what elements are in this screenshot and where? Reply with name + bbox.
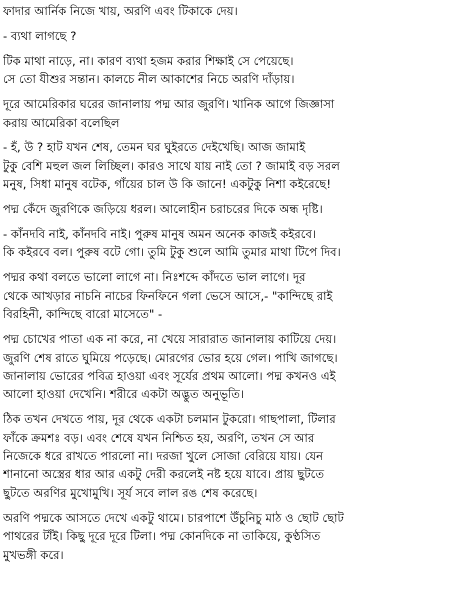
- text-line: - কাঁনদবি নাই, কাঁনদবি নাই। পুরুষ মানুষ অমন অনেক কাজই কইরবে।: [3, 227, 317, 242]
- text-line: পদ্ম কেঁদে জুরণিকে জড়িয়ে ধরল। আলোহীন চরাচরের দিকে অন্ধ দৃষ্টি।: [3, 202, 323, 217]
- text-line: নিজেকে ধরে রাখতে পারলো না। দরজা খুলে সোজা বেরিয়ে যায়। যেন: [3, 449, 324, 464]
- text-line: পদ্ম চোখের পাতা এক না করে, না খেয়ে সারারাত জানালায় কাটিয়ে দেয়।: [3, 332, 337, 347]
- paragraph-8: [3, 268, 453, 323]
- text-line: দূরে আমেরিকার ঘরের জানালায় পদ্ম আর জুরণি। খানিক আগে জিজ্ঞাসা: [3, 97, 335, 112]
- paragraph-11: [3, 509, 453, 564]
- text-line: পাথরের টাঁই। কিছু দূরে দূরে টিলা। পদ্ম কোনদিকে না তাকিয়ে, কুণ্ঠসিত: [3, 529, 321, 544]
- text-line: টুকু বেশি মহুল জল লিচ্ছিল। কারও সাথে যায় নাই তো ? জামাই বড় সরল: [3, 158, 340, 173]
- paragraph-1: [3, 2, 453, 20]
- paragraph-5: [3, 138, 453, 193]
- document-page: [3, 2, 453, 570]
- text-line: জুরণি শেষ রাতে ঘুমিয়ে পড়েছে। মোরগের ভোর হয়ে গেল। পাখি জাগছে।: [3, 350, 338, 365]
- paragraph-10: [3, 410, 453, 502]
- text-line: বিরহিনী, কান্দিছে বারো মাসেতে" -: [3, 307, 163, 322]
- text-line: টিক মাথা নাড়ে, না। কারণ ব্যথা হজম করার শিক্ষাই সে পেয়েছে।: [3, 53, 294, 68]
- text-line: মুখভঙ্গী করে।: [3, 547, 64, 562]
- paragraph-9: [3, 330, 453, 404]
- text-line: ছুটতে অরণির মুখোমুখি। সূর্য সবে লাল রঙ শেষ করেছে।: [3, 485, 258, 500]
- text-line: - হঁ, উ ? হাট যখন শেষ, তেমন ঘর ঘুইরতে দেইখেছি। আজ জামাই: [3, 140, 306, 155]
- paragraph-4: [3, 95, 453, 132]
- text-line: করায় আমেরিকা বলেছিল: [3, 115, 120, 130]
- text-line: মনুষ, সিধা মানুষ বটেক, গাঁয়ের চাল উ কি জানে! একটুকু নিশা কইরেছে!: [3, 177, 331, 192]
- paragraph-2: [3, 27, 453, 45]
- text-line: থেকে আখড়ার নাচনি নাচের ফিনফিনে গলা ভেসে আসে,- "কান্দিছে রাই: [3, 288, 333, 303]
- text-line: ঠিক তখন দেখতে পায়, দূর থেকে একটা চলমান টুকরো। গাছপালা, টিলার: [3, 412, 336, 427]
- text-line: অরণি পদ্মকে আসতে দেখে একটু থামে। চারপাশে উঁচুনিচু মাঠ ও ছোট ছোট: [3, 510, 344, 525]
- text-line: কি কইরবে বল। পুরুষ বটে গো। তুমি টুকু শুলে আমি তুমার মাথা টিপে দিব।: [3, 245, 341, 260]
- text-line: - ব্যথা লাগছে ?: [3, 28, 77, 43]
- paragraph-3: [3, 52, 453, 89]
- text-line: শানানো অস্ত্রের ধার আর একটু দেরী করলেই নষ্ট হয়ে যাবে। প্রায় ছুটতে: [3, 467, 325, 482]
- text-line: সে তো যীশুর সন্তান। কালচে নীল আকাশের নিচে অরণি দাঁড়ায়।: [3, 72, 295, 87]
- paragraph-7: [3, 225, 453, 262]
- text-line: জানালায় ভোরের পবিত্র হাওয়া এবং সূর্যের প্রথম আলো। পদ্ম কখনও এই: [3, 368, 336, 383]
- text-line: ফাঁকে ক্রমশঃ বড়। এবং শেষে যখন নিশ্চিত হয়, অরণি, তখন সে আর: [3, 430, 315, 445]
- paragraph-6: [3, 200, 453, 218]
- text-line: পদ্মর কথা বলতে ভালো লাগে না। নিঃশব্দে কাঁদতে ভাল লাগে। দূর: [3, 270, 306, 285]
- text-line: ফাদার আর্নিক নিজে খায়, অরণি এবং টিকাকে দেয়।: [3, 4, 238, 18]
- text-line: আলো হাওয়া দেখেনি। শরীরে একটা অদ্ভুত অনুভূতি।: [3, 387, 245, 402]
